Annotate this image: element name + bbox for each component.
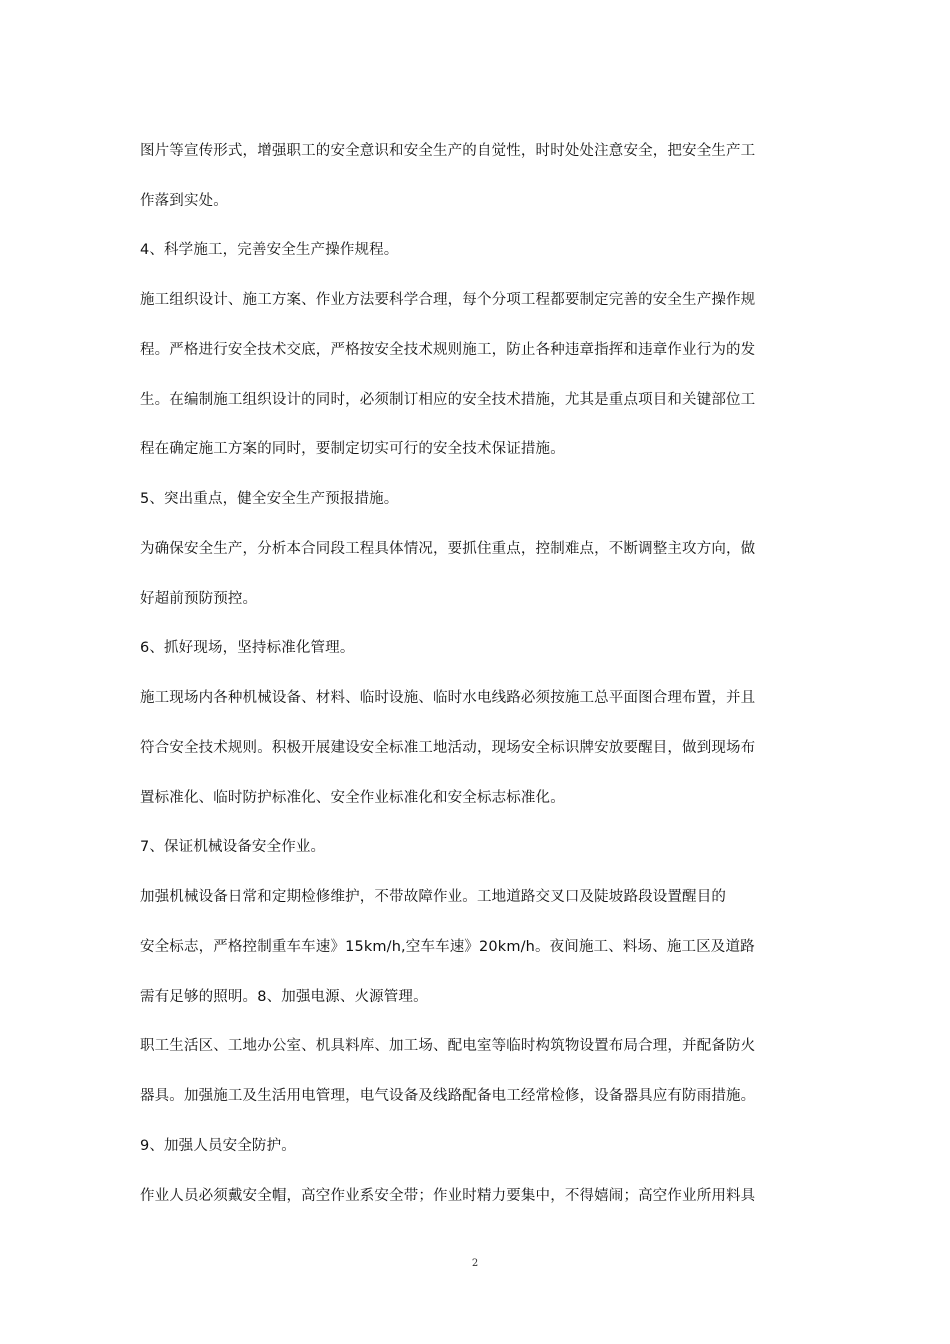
section-heading: 5、突出重点，健全安全生产预报措施。 [140,491,399,507]
section-heading: 7、保证机械设备安全作业。 [140,839,326,855]
body-text-line: 需有足够的照明。8、加强电源、火源管理。 [140,989,428,1005]
body-text-line: 图片等宣传形式，增强职工的安全意识和安全生产的自觉性，时时处处注意安全，把安全生产工 [140,143,756,159]
body-text-line: 加强机械设备日常和定期检修维护，不带故障作业。工地道路交叉口及陡坡路段设置醒目的 [140,889,726,905]
body-text-line: 置标准化、临时防护标准化、安全作业标准化和安全标志标准化。 [140,790,565,806]
body-text-line: 程。严格进行安全技术交底，严格按安全技术规则施工，防止各种违章指挥和违章作业行为的发 [140,342,756,358]
body-text-line: 安全标志，严格控制重车车速》15km/h,空车车速》20km/h。夜间施工、料场、施工区及道路 [140,939,755,955]
body-text-line: 作落到实处。 [140,193,228,209]
body-text-line: 程在确定施工方案的同时，要制定切实可行的安全技术保证措施。 [140,441,565,457]
body-text-line: 符合安全技术规则。积极开展建设安全标准工地活动，现场安全标识牌安放要醒目，做到现场布 [140,740,756,756]
body-text-line: 生。在编制施工组织设计的同时，必须制订相应的安全技术措施，尤其是重点项目和关键部位工 [140,392,756,408]
section-heading: 6、抓好现场，坚持标准化管理。 [140,640,355,656]
body-text-line: 好超前预防预控。 [140,591,258,607]
page-number: 2 [471,1258,479,1269]
body-text-line: 为确保安全生产，分析本合同段工程具体情况，要抓住重点，控制难点，不断调整主攻方向，做 [140,541,756,557]
body-text-line: 施工现场内各种机械设备、材料、临时设施、临时水电线路必须按施工总平面图合理布置，并且 [140,690,756,706]
section-heading: 4、科学施工，完善安全生产操作规程。 [140,242,399,258]
section-heading: 9、加强人员安全防护。 [140,1138,296,1154]
body-text-line: 器具。加强施工及生活用电管理，电气设备及线路配备电工经常检修，设备器具应有防雨措施。 [140,1088,756,1104]
body-text-line: 施工组织设计、施工方案、作业方法要科学合理，每个分项工程都要制定完善的安全生产操作规 [140,292,756,308]
body-text-line: 作业人员必须戴安全帽，高空作业系安全带；作业时精力要集中，不得嬉闹；高空作业所用料具 [140,1188,756,1204]
body-text-line: 职工生活区、工地办公室、机具料库、加工场、配电室等临时构筑物设置布局合理，并配备防火 [140,1038,756,1054]
